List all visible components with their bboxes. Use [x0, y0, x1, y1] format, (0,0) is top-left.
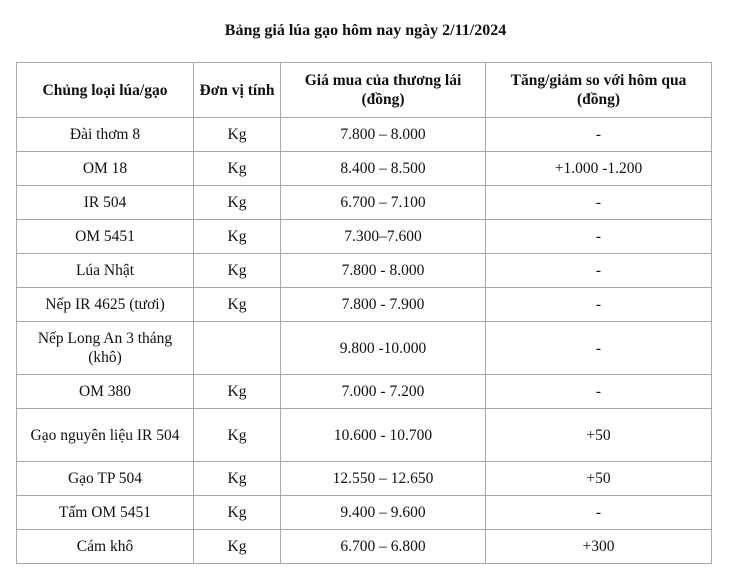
cell-price: 6.700 – 7.100: [281, 186, 486, 220]
table-row: [17, 409, 712, 462]
cell-price: 7.800 - 8.000: [281, 254, 486, 288]
table-row: [17, 375, 712, 409]
cell-unit: Kg: [194, 118, 281, 152]
cell-change: -: [486, 288, 712, 322]
cell-price: 10.600 - 10.700: [281, 409, 486, 462]
header-price: Giá mua của thương lái (đồng): [281, 63, 486, 118]
cell-unit: Kg: [194, 288, 281, 322]
cell-change: +1.000 -1.200: [486, 152, 712, 186]
header-variety: Chủng loại lúa/gạo: [17, 63, 194, 118]
table-row: [17, 220, 712, 254]
cell-change: -: [486, 220, 712, 254]
cell-price: 7.300–7.600: [281, 220, 486, 254]
cell-unit: Kg: [194, 254, 281, 288]
header-change: Tăng/giảm so với hôm qua (đồng): [486, 63, 712, 118]
cell-unit: Kg: [194, 496, 281, 530]
cell-price: 7.000 - 7.200: [281, 375, 486, 409]
rice-price-table: [16, 62, 712, 564]
cell-price: 7.800 - 7.900: [281, 288, 486, 322]
cell-price: 8.400 – 8.500: [281, 152, 486, 186]
cell-name: Gạo nguyên liệu IR 504: [17, 409, 194, 462]
table-row: [17, 254, 712, 288]
cell-unit: Kg: [194, 186, 281, 220]
cell-name: OM 5451: [17, 220, 194, 254]
header-unit: Đơn vị tính: [194, 63, 281, 118]
cell-unit: Kg: [194, 375, 281, 409]
cell-name: Cám khô: [17, 530, 194, 564]
cell-unit: Kg: [194, 152, 281, 186]
table-row: [17, 118, 712, 152]
cell-change: -: [486, 375, 712, 409]
cell-name: OM 18: [17, 152, 194, 186]
cell-change: +50: [486, 409, 712, 462]
table-row: [17, 288, 712, 322]
cell-price: 6.700 – 6.800: [281, 530, 486, 564]
header-row: [17, 63, 712, 118]
cell-name: Gạo TP 504: [17, 462, 194, 496]
table-title: Bảng giá lúa gạo hôm nay ngày 2/11/2024: [224, 22, 507, 39]
cell-change: +300: [486, 530, 712, 564]
cell-change: +50: [486, 462, 712, 496]
cell-unit: Kg: [194, 462, 281, 496]
cell-name: Nếp IR 4625 (tươi): [17, 288, 194, 322]
table-row: [17, 530, 712, 564]
cell-name: Nếp Long An 3 tháng (khô): [17, 322, 194, 375]
cell-change: -: [486, 186, 712, 220]
cell-name: Lúa Nhật: [17, 254, 194, 288]
cell-price: 9.400 – 9.600: [281, 496, 486, 530]
cell-unit: Kg: [194, 220, 281, 254]
table-row: [17, 186, 712, 220]
cell-unit: Kg: [194, 409, 281, 462]
cell-name: Đài thơm 8: [17, 118, 194, 152]
cell-price: 7.800 – 8.000: [281, 118, 486, 152]
table-row: [17, 496, 712, 530]
cell-change: -: [486, 496, 712, 530]
cell-change: -: [486, 118, 712, 152]
cell-change: -: [486, 254, 712, 288]
cell-name: IR 504: [17, 186, 194, 220]
table-row: [17, 152, 712, 186]
cell-price: 9.800 -10.000: [281, 322, 486, 375]
table-row: [17, 322, 712, 375]
table-row: [17, 462, 712, 496]
cell-change: -: [486, 322, 712, 375]
cell-name: OM 380: [17, 375, 194, 409]
cell-price: 12.550 – 12.650: [281, 462, 486, 496]
cell-name: Tấm OM 5451: [17, 496, 194, 530]
cell-unit: [194, 322, 281, 375]
cell-unit: Kg: [194, 530, 281, 564]
